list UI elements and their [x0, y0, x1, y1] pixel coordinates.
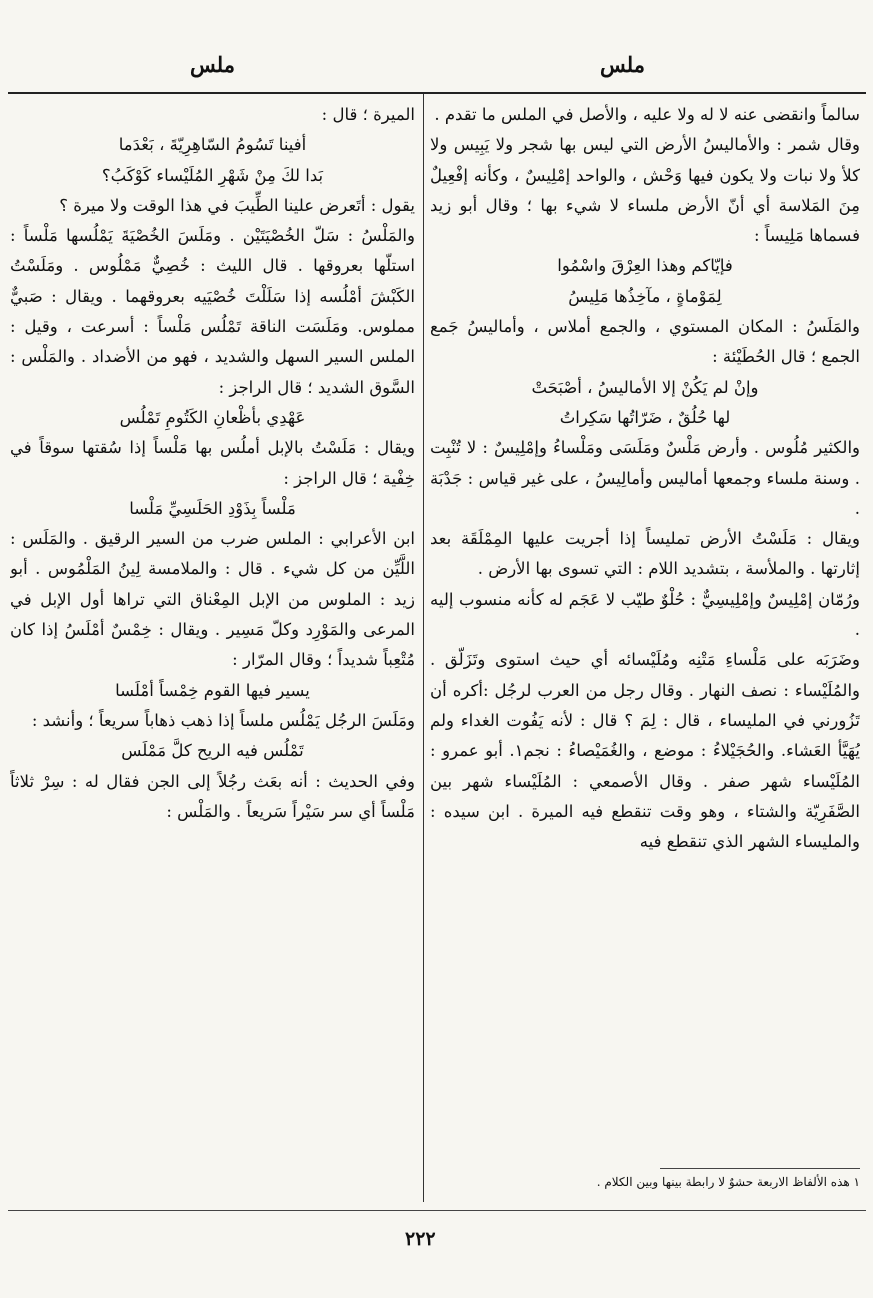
column-divider — [423, 94, 424, 1202]
running-header-right: ملس — [600, 52, 645, 77]
entry-paragraph: ومَلَسَ الرجُل يَمْلُس ملساً إذا ذهب ذهاباً سريعاً ؛ وأنشد : — [31, 710, 415, 730]
verse-line: لِمَوْماةٍ ، مآخِذُها مَلِيسُ — [568, 286, 722, 306]
left-column — [10, 100, 415, 1200]
verse-line: يسير فيها القوم خِمْساً أمْلَسا — [115, 680, 310, 700]
header-rule — [8, 92, 866, 94]
running-header-left: ملس — [190, 52, 235, 77]
verse-line: لها حُلُقٌ ، ضَرّاتُها سَكِراتُ — [559, 407, 731, 427]
verse-line: بَدا لكَ مِنْ شَهْرِ المُلَيْساء كَوْكَبُ؟ — [101, 165, 324, 185]
entry-paragraph: ابن الأعرابي : الملس ضرب من السير الرقيق . والمَلَس : اللَّيِّن من كل شيء . قال : والملامسة لِينُ المَلْمُوس . أبو زيد : الملوس من الإبل المِعْناق التي تراها أول الإبل في المرعى والمَوْرِد وكلّ مَسِير . ويقال : خِمْسٌ أمْلَسُ إذا كان مُتْعِباً شديداً ؛ وقال المرّار : — [10, 529, 415, 670]
verse-line: أفينا تَسُومُ السّاهِرِيّةَ ، بَعْدَما — [118, 135, 307, 155]
page-number: ٢٢٢ — [405, 1228, 436, 1250]
entry-paragraph: سالماً وانقضى عنه لا له ولا عليه ، والأصل في الملس ما تقدم . — [434, 105, 860, 124]
entry-paragraph: وقال شمر : والأماليسُ الأرض التي ليس بها شجر ولا يَبِيس ولا كلأ ولا نبات ولا يكون فيها وَحْش ، والواحد إمْلِيسٌ ، وكأنه إفْعِيلٌ مِنَ المَلاسة أي أنّ الأرض ملساء لا شيء بها ؛ وقال أبو زيد فسماها مَلِيساً : — [430, 135, 860, 246]
footnote: ١ هذه الألفاظ الاربعة حشوٌ لا رابطة بينها وبين الكلام . — [596, 1175, 860, 1189]
right-column — [430, 100, 860, 1200]
footnote-rule — [660, 1168, 860, 1169]
entry-paragraph: ويقال : مَلَسْتُ الأرض تمليساً إذا أجريت عليها المِمْلَقَة بعد إثارتها . والملأسة ، بتشديد اللام : التي تسوى بها الأرض . — [430, 529, 860, 579]
entry-paragraph: وضَرَبَه على مَلْساءِ مَتْنِه ومُلَيْسائه أي حيث استوى وتَزَلّق . والمُلَيْساء : نصف النهار . وقال رجل من العرب لرجُل :أكره أن تَزُورني في المليساء ، قال : لِمَ ؟ قال : لأنه يَفُوت الغداء ولم يُهَيَّأ العَشاء. والحُجَيْلاءُ : موضع ، والغُمَيْصاءُ : نجم١. أبو عمرو : المُلَيْساء شهر صفر . وقال الأصمعي : المُلَيْساء شهر بين الصَّفَرِيّة والشتاء ، وهو وقت تنقطع فيه الميرة . ابن سيده : والمليساء الشهر الذي تنقطع فيه — [430, 650, 860, 852]
entry-paragraph: والمَلَسُ : المكان المستوي ، والجمع أملاس ، وأماليسُ جَمع الجمع ؛ قال الحُطَيْئة : — [430, 317, 860, 367]
entry-paragraph: يقول : أتَعرض علينا الطِّيبَ في هذا الوقت ولا ميرة ؟ — [59, 195, 415, 215]
verse-line: مَلْساً بِذَوْدِ الحَلَسِيِّ مَلْسا — [129, 498, 296, 518]
entry-paragraph: ورُمّان إمْلِيسٌ وإمْلِيسِيٌّ : حُلْوٌ طيّب لا عَجَم له كأنه منسوب إليه . — [430, 589, 860, 640]
verse-line: فإيّاكم وهذا العِرْقَ واسْمُوا — [557, 256, 733, 276]
verse-line: تَمْلُس فيه الريح كلَّ مَمْلَس — [121, 741, 304, 761]
entry-paragraph: والكثير مُلُوس . وأرض مَلْسٌ ومَلَسَى ومَلْساءُ وإمْلِيسٌ : لا تُنْبِت . وسنة ملساء وجمعها أماليس وأمالِيسُ ، على غير قياس : جَدْبَة . — [430, 438, 860, 518]
entry-paragraph: الميرة ؛ قال : — [321, 105, 415, 124]
footer-rule — [8, 1210, 866, 1211]
entry-paragraph: والمَلْسُ : سَلّ الخُصْيَتَيْن . ومَلَسَ الخُصْيَةَ يَمْلُسها مَلْساً : استلّها بعروقها . قال الليث : خُصِيٌّ مَمْلُوس . ومَلَسْتُ الكَبْشَ أمْلُسه إذا سَلَلْتَ خُصْيَيه بعروقهما . ويقال : صَبيٌّ مملوس. ومَلَسَت الناقة تَمْلُس مَلْساً : أسرعت ، وقيل : الملس السير السهل والشديد ، فهو من الأضداد . والمَلْس : السَّوق الشديد ؛ قال الراجز : — [10, 226, 415, 397]
entry-paragraph: وفي الحديث : أنه بعَث رجُلاً إلى الجن فقال له : سِرْ ثلاثاً مَلْساً أي سر سَيْراً سَريعاً . والمَلْس : — [10, 771, 415, 821]
verse-line: وإنْ لم يَكُنْ إلا الأماليسُ ، أصْبَحَتْ — [531, 377, 759, 397]
verse-line: عَهْدِي بأظْعانِ الكَتُومِ تَمْلُس — [119, 407, 306, 427]
entry-paragraph: ويقال : مَلَسْتُ بالإبل أملُس بها مَلْساً إذا سُقتها سوقاً في خِفْية ؛ قال الراجز : — [10, 438, 415, 488]
